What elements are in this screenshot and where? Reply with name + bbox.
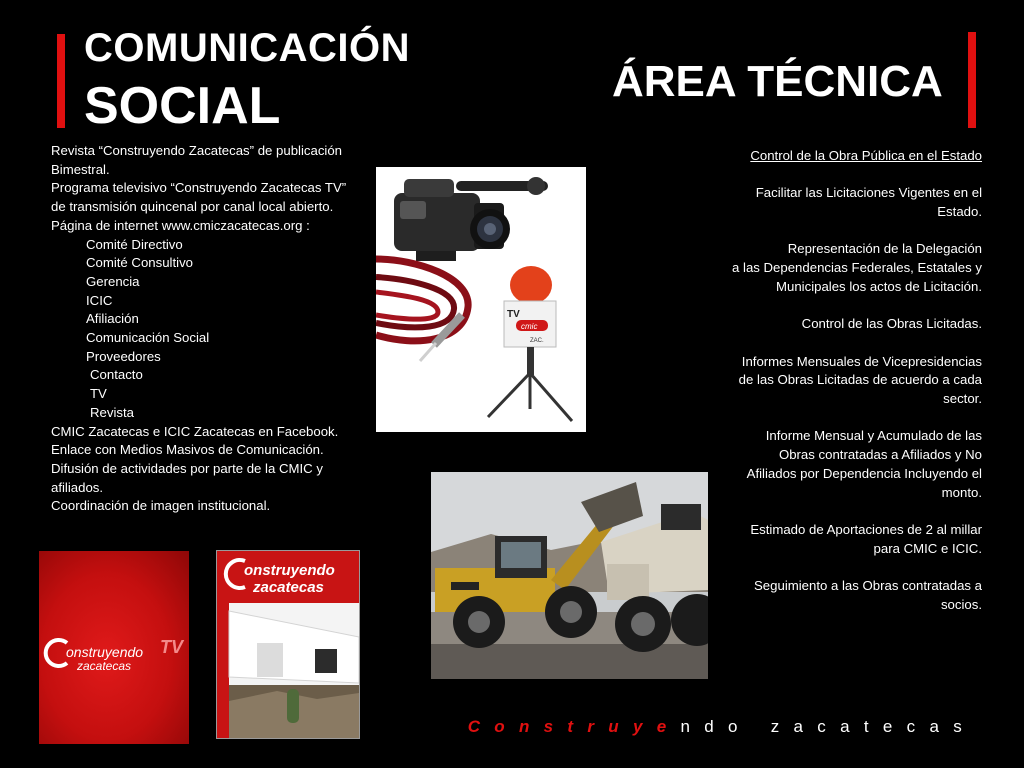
- technical-list-line: Control de las Obras Licitadas.: [801, 316, 982, 332]
- social-list-item: afiliados.: [51, 479, 104, 495]
- social-list-item: Gerencia: [86, 273, 140, 289]
- technical-list-line: sector.: [943, 391, 982, 407]
- social-list-item: Programa televisivo “Construyendo Zacatecas TV”: [51, 180, 347, 196]
- right-red-bar: [968, 32, 976, 128]
- technical-list-line: de las Obras Licitadas de acuerdo a cada: [738, 372, 982, 388]
- social-list-item: Comité Consultivo: [86, 255, 194, 271]
- heading-area-tecnica: ÁREA TÉCNICA: [612, 57, 943, 106]
- mic-flag-cmic-text: cmic: [521, 322, 538, 331]
- social-list-item: Comité Directivo: [86, 236, 183, 252]
- technical-activities-list: [700, 147, 982, 614]
- heading-comunicacion: COMUNICACIÓN: [84, 26, 410, 70]
- footer-tagline-red: Construye: [467, 717, 681, 736]
- list-gap: [700, 502, 982, 521]
- heading-social: SOCIAL: [84, 77, 281, 135]
- list-gap: [700, 222, 982, 241]
- list-gap: [700, 297, 982, 316]
- technical-list-line: monto.: [941, 484, 982, 500]
- list-gap: [700, 334, 982, 353]
- social-list-item: CMIC Zacatecas e ICIC Zacatecas en Facebook.: [51, 423, 339, 439]
- social-activities-list: [51, 142, 381, 516]
- technical-list-line: Representación de la Delegación: [787, 241, 982, 257]
- mic-flag-zac-text: ZAC.: [530, 338, 544, 344]
- technical-list-line: Afiliados por Dependencia Incluyendo el: [746, 465, 982, 481]
- social-list-item: Revista “Construyendo Zacatecas” de publicación: [51, 143, 343, 158]
- footer-tagline: [468, 717, 976, 737]
- footer-tagline-white: ndo zacatecas: [680, 717, 976, 736]
- left-red-bar: [57, 34, 65, 128]
- social-list-item: ICIC: [86, 292, 113, 308]
- social-list-item: Contacto: [90, 367, 143, 383]
- construyendo-tv-logo: [39, 551, 189, 744]
- social-list-item: Proveedores: [86, 348, 161, 364]
- social-list-item: Enlace con Medios Masivos de Comunicación.: [51, 442, 324, 458]
- technical-list-line: Facilitar las Licitaciones Vigentes en el: [755, 185, 982, 201]
- social-list-item: Bimestral.: [51, 161, 110, 177]
- social-list-item: TV: [90, 386, 107, 402]
- media-equipment-photo: [376, 167, 586, 432]
- social-list-item: Comunicación Social: [86, 330, 210, 346]
- technical-list-line: Informe Mensual y Acumulado de las: [765, 428, 982, 444]
- magazine-title-bottom-text: zacatecas: [253, 579, 324, 596]
- list-gap: [700, 409, 982, 428]
- tv-logo-graphic: [39, 551, 189, 744]
- technical-list-line: Obras contratadas a Afiliados y No: [778, 447, 982, 463]
- technical-list-line: Municipales los actos de Licitación.: [776, 278, 982, 294]
- list-gap: [700, 558, 982, 577]
- media-equipment-illustration: [376, 167, 586, 432]
- magazine-cover-graphic: [217, 551, 359, 738]
- mic-flag-tv-text: TV: [507, 309, 520, 320]
- tv-logo-tag-text: TV: [160, 637, 184, 657]
- tv-logo-sub-text: zacatecas: [77, 659, 132, 673]
- social-list-item: Afiliación: [86, 311, 139, 327]
- technical-list-line: Estado.: [937, 204, 982, 220]
- construction-machinery-photo: [431, 472, 708, 679]
- technical-list-line: Estimado de Aportaciones de 2 al millar: [750, 521, 982, 537]
- technical-list-line: Control de la Obra Pública en el Estado: [750, 148, 982, 163]
- social-list-item: Revista: [90, 404, 134, 420]
- tv-logo-main-text: onstruyendo: [66, 644, 144, 660]
- social-list-item: Página de internet www.cmiczacatecas.org :: [51, 217, 310, 233]
- magazine-title-top-text: onstruyendo: [244, 562, 335, 579]
- magazine-cover: [216, 550, 360, 739]
- technical-list-line: para CMIC e ICIC.: [873, 540, 982, 556]
- social-list-item: de transmisión quincenal por canal local abierto.: [51, 199, 334, 215]
- list-gap: [700, 166, 982, 185]
- construction-machinery-illustration: [431, 472, 708, 679]
- social-list-item: Difusión de actividades por parte de la CMIC y: [51, 460, 323, 476]
- technical-list-line: Seguimiento a las Obras contratadas a: [754, 578, 982, 594]
- social-list-item: Coordinación de imagen institucional.: [51, 498, 271, 514]
- technical-list-line: a las Dependencias Federales, Estatales y: [732, 260, 982, 276]
- technical-list-line: socios.: [940, 596, 982, 612]
- technical-list-line: Informes Mensuales de Vicepresidencias: [741, 353, 982, 369]
